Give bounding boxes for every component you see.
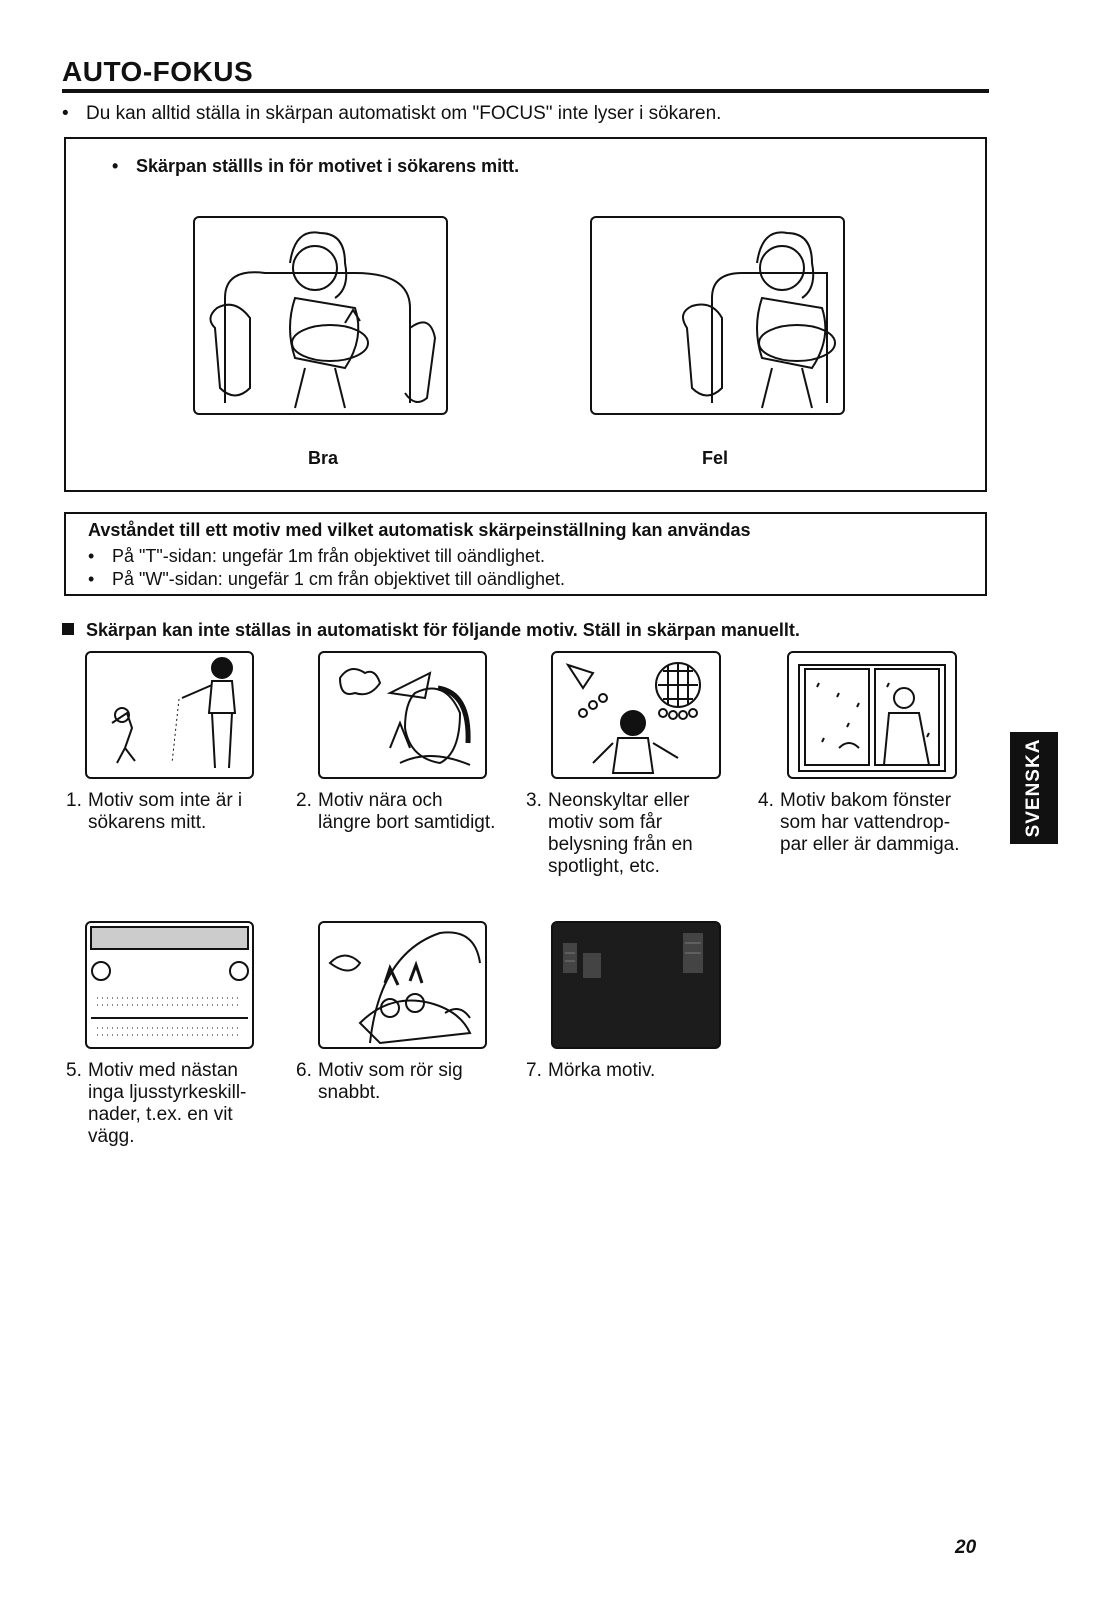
distance-box-heading: Avståndet till ett motiv med vilket automatisk skärpeinställning kan användas <box>88 520 751 540</box>
disco-singer-drawing <box>553 653 719 777</box>
list-item: 3. Neonskyltar eller motiv som får belysning från en spotlight, etc. <box>526 790 693 877</box>
illustration-white-wall <box>85 921 254 1049</box>
list-item: 2. Motiv nära och längre bort samtidigt. <box>296 790 496 833</box>
roller-coaster-drawing <box>320 923 485 1047</box>
illustration-near-far <box>318 651 487 779</box>
illustration-dark <box>551 921 721 1049</box>
list-item: 4. Motiv bakom fönster som har vattendrop- par eller är dammiga. <box>758 790 960 855</box>
distance-item-t: • På "T"-sidan: ungefär 1m från objektivet till oändlighet. <box>88 546 545 567</box>
girl-with-kite-drawing <box>320 653 485 777</box>
title-rule <box>62 89 989 93</box>
language-side-tab: SVENSKA <box>1010 732 1058 844</box>
dark-scene-drawing <box>553 923 719 1047</box>
square-bullet-icon <box>62 623 74 635</box>
good-label: Bra <box>308 448 339 468</box>
good-focus-illustration <box>193 216 448 415</box>
bad-label: Fel <box>702 448 729 468</box>
list-item: 5. Motiv med nästan inga ljusstyrkeskill- nader, t.ex. en vit vägg. <box>66 1060 247 1147</box>
illustration-off-center <box>85 651 254 779</box>
distance-item-w: • På "W"-sidan: ungefär 1 cm från objektivet till oändlighet. <box>88 569 565 590</box>
manual-section-heading: Skärpan kan inte ställas in automatiskt för följande motiv. Ställ in skärpan manuellt. <box>62 620 800 641</box>
window-with-drops-drawing <box>789 653 955 777</box>
list-item: 1. Motiv som inte är i sökarens mitt. <box>66 790 243 833</box>
list-item: 6. Motiv som rör sig snabbt. <box>296 1060 463 1103</box>
illustration-neon <box>551 651 721 779</box>
page-number: 20 <box>955 1537 977 1558</box>
bad-focus-illustration <box>590 216 845 415</box>
list-item: 7. Mörka motiv. <box>526 1060 656 1081</box>
page-title: AUTO-FOKUS <box>62 56 254 87</box>
focus-box-heading: • Skärpan ställls in för motivet i sökarens mitt. <box>112 156 519 177</box>
woman-with-cat-drawing <box>195 218 446 413</box>
illustration-window <box>787 651 957 779</box>
illustration-fast-motion <box>318 921 487 1049</box>
woman-with-cat-drawing <box>592 218 843 413</box>
plain-wall-drawing <box>87 923 252 1047</box>
intro-text: • Du kan alltid ställa in skärpan automatiskt om "FOCUS" inte lyser i sökaren. <box>62 103 721 125</box>
girl-with-dog-drawing <box>87 653 252 777</box>
